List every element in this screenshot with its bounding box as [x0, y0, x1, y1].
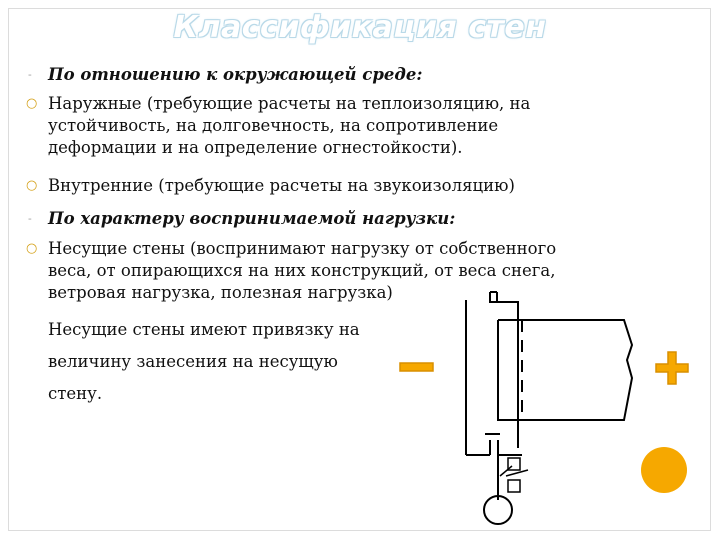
list-item-text: Внутренние (требующие расчеты на звукоизоляцию) — [48, 176, 515, 195]
list-item-text: веса, от опирающихся на них конструкций, от веса снега, — [48, 261, 556, 280]
slide-title: Классификация стен — [173, 10, 547, 45]
circle-bullet-icon: ○ — [26, 178, 38, 193]
list-item-text: деформации и на определение огнестойкости). — [48, 138, 463, 157]
dash-bullet-icon: - — [28, 68, 32, 81]
plus-icon — [656, 352, 688, 384]
minus-icon — [400, 363, 433, 371]
note-line: Несущие стены имеют привязку на — [48, 320, 360, 339]
list-item-text: По отношению к окружающей среде: — [48, 65, 423, 84]
circle-bullet-icon: ○ — [26, 241, 38, 256]
wall-section-drawing — [466, 292, 632, 524]
list-item-text: устойчивость, на долговечность, на сопротивление — [48, 116, 499, 135]
list-item-text: ветровая нагрузка, полезная нагрузка) — [48, 283, 393, 302]
note-line: величину занесения на несущую — [48, 352, 338, 371]
list-item-text: Несущие стены (воспринимают нагрузку от собственного — [48, 239, 557, 258]
note-line: стену. — [48, 384, 103, 403]
dash-bullet-icon: - — [28, 212, 32, 225]
orange-circle-icon — [641, 447, 687, 493]
circle-bullet-icon: ○ — [26, 96, 38, 111]
list-item-text: Наружные (требующие расчеты на теплоизоляцию, на — [48, 94, 531, 113]
list-item-text: По характеру воспринимаемой нагрузки: — [48, 209, 456, 228]
